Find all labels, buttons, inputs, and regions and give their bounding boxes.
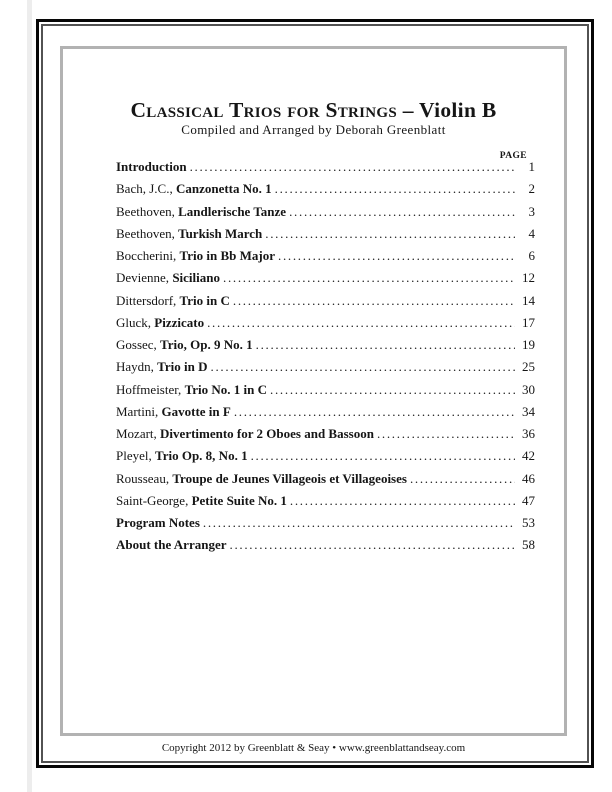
toc-entry <box>116 290 535 312</box>
toc-composer: Saint-George, <box>116 492 189 508</box>
toc-page-number: 1 <box>528 159 535 174</box>
toc-entry-label <box>116 267 220 289</box>
page-column-header: PAGE <box>499 151 527 161</box>
dot-leader <box>290 490 515 512</box>
toc-entry-label <box>116 178 272 200</box>
book-title <box>60 97 567 123</box>
toc-entry <box>116 468 535 490</box>
toc-page-number: 6 <box>528 248 535 263</box>
toc-entry <box>116 178 535 200</box>
toc-piece-title: Canzonetta No. 1 <box>175 181 272 197</box>
toc-entry <box>116 223 535 245</box>
dot-leader <box>377 423 515 445</box>
toc-composer: Rousseau, <box>116 470 170 486</box>
dot-leader <box>265 223 515 245</box>
toc-page-number: 4 <box>528 225 535 241</box>
toc-entry-label <box>116 245 275 267</box>
toc-piece-title: Gavotte in F <box>161 403 231 419</box>
toc-entry <box>116 156 535 178</box>
toc-piece-title: About the Arranger <box>116 537 227 553</box>
toc-piece-title: Trio in C <box>179 292 230 308</box>
toc-composer: Bach, J.C., <box>116 181 173 197</box>
toc-composer: Gossec, <box>116 337 157 352</box>
toc-entry <box>116 201 535 223</box>
book-title-main: Classical Trios for Strings <box>130 98 398 122</box>
toc-composer: Beethoven, <box>116 203 175 219</box>
toc-piece-title: Landlerische Tanze <box>178 203 287 219</box>
table-of-contents <box>116 156 535 557</box>
toc-piece-title: Trio in D <box>157 359 208 375</box>
toc-piece-title: Program Notes <box>116 515 200 530</box>
toc-entry-label <box>116 379 267 401</box>
toc-piece-title: Trio, Op. 9 No. 1 <box>160 337 253 352</box>
dot-leader <box>190 156 515 178</box>
toc-page-number: 46 <box>522 470 535 486</box>
dot-leader <box>270 379 515 401</box>
toc-piece-title: Trio Op. 8, No. 1 <box>155 448 248 464</box>
toc-entry-label <box>116 156 187 178</box>
dot-leader <box>278 245 515 267</box>
toc-page-number: 58 <box>522 537 535 553</box>
toc-entry <box>116 534 535 556</box>
toc-composer: Dittersdorf, <box>116 292 177 308</box>
toc-composer: Devienne, <box>116 270 170 286</box>
toc-piece-title: Divertimento for 2 Oboes and Bassoon <box>160 426 374 441</box>
toc-composer: Hoffmeister, <box>116 381 182 397</box>
toc-page-number: 42 <box>522 448 535 464</box>
toc-piece-title: Troupe de Jeunes Villageois et Villageoises <box>172 470 407 486</box>
toc-entry <box>116 423 535 445</box>
toc-entry <box>116 445 535 467</box>
toc-piece-title: Trio in Bb Major <box>179 248 275 263</box>
toc-composer: Haydn, <box>116 359 154 375</box>
book-subtitle: Compiled and Arranged by Deborah Greenblatt <box>181 122 446 137</box>
copyright-line: Copyright 2012 by Greenblatt & Seay • www.greenblattandseay.com <box>161 742 466 754</box>
toc-page-number: 47 <box>522 492 535 508</box>
toc-page-number: 2 <box>528 181 535 197</box>
toc-composer: Martini, <box>116 403 159 419</box>
toc-piece-title: Trio No. 1 in C <box>184 381 268 397</box>
toc-entry-label <box>116 201 286 223</box>
toc-entry-label <box>116 290 230 312</box>
toc-page-number: 3 <box>528 203 535 219</box>
toc-entry <box>116 356 535 378</box>
toc-entry-label <box>116 512 200 534</box>
toc-page-number: 19 <box>522 337 535 352</box>
toc-composer: Boccherini, <box>116 248 177 263</box>
toc-entry-label <box>116 534 227 556</box>
toc-piece-title: Petite Suite No. 1 <box>191 492 287 508</box>
toc-entry-label <box>116 356 208 378</box>
toc-entry <box>116 334 535 356</box>
dot-leader <box>234 401 515 423</box>
toc-page-number: 25 <box>522 359 535 375</box>
toc-entry-label <box>116 423 374 445</box>
toc-piece-title: Siciliano <box>172 270 220 286</box>
toc-page-number: 14 <box>522 292 535 308</box>
dot-leader <box>289 201 515 223</box>
dot-leader <box>251 445 515 467</box>
toc-entry-label <box>116 312 204 334</box>
dot-leader <box>410 468 515 490</box>
dot-leader <box>211 356 516 378</box>
toc-page-number: 36 <box>522 426 535 441</box>
toc-entry <box>116 312 535 334</box>
dot-leader <box>203 512 515 534</box>
toc-entry-label <box>116 401 231 423</box>
toc-page-number: 53 <box>522 515 535 530</box>
dot-leader <box>275 178 515 200</box>
toc-piece-title: Pizzicato <box>154 314 205 330</box>
toc-composer: Beethoven, <box>116 225 175 241</box>
toc-composer: Gluck, <box>116 314 152 330</box>
dot-leader <box>256 334 515 356</box>
toc-entry <box>116 490 535 512</box>
toc-piece-title: Introduction <box>116 159 187 174</box>
toc-entry-label <box>116 445 248 467</box>
scan-edge-artifact <box>27 0 32 792</box>
toc-entry <box>116 379 535 401</box>
toc-entry-label <box>116 334 253 356</box>
dot-leader <box>223 267 515 289</box>
toc-page-number: 34 <box>522 403 535 419</box>
toc-entry-label <box>116 468 407 490</box>
toc-page-number: 12 <box>522 270 535 286</box>
toc-page-number: 17 <box>522 314 535 330</box>
toc-page-number: 30 <box>522 381 535 397</box>
dot-leader <box>233 290 515 312</box>
toc-entry-label <box>116 223 262 245</box>
toc-entry <box>116 401 535 423</box>
toc-piece-title: Turkish March <box>178 225 263 241</box>
toc-entry <box>116 512 535 534</box>
toc-entry <box>116 245 535 267</box>
dot-leader <box>207 312 515 334</box>
book-title-suffix: – Violin B <box>402 98 497 122</box>
toc-entry <box>116 267 535 289</box>
toc-composer: Pleyel, <box>116 448 152 464</box>
toc-entry-label <box>116 490 287 512</box>
toc-composer: Mozart, <box>116 426 157 441</box>
dot-leader <box>230 534 516 556</box>
